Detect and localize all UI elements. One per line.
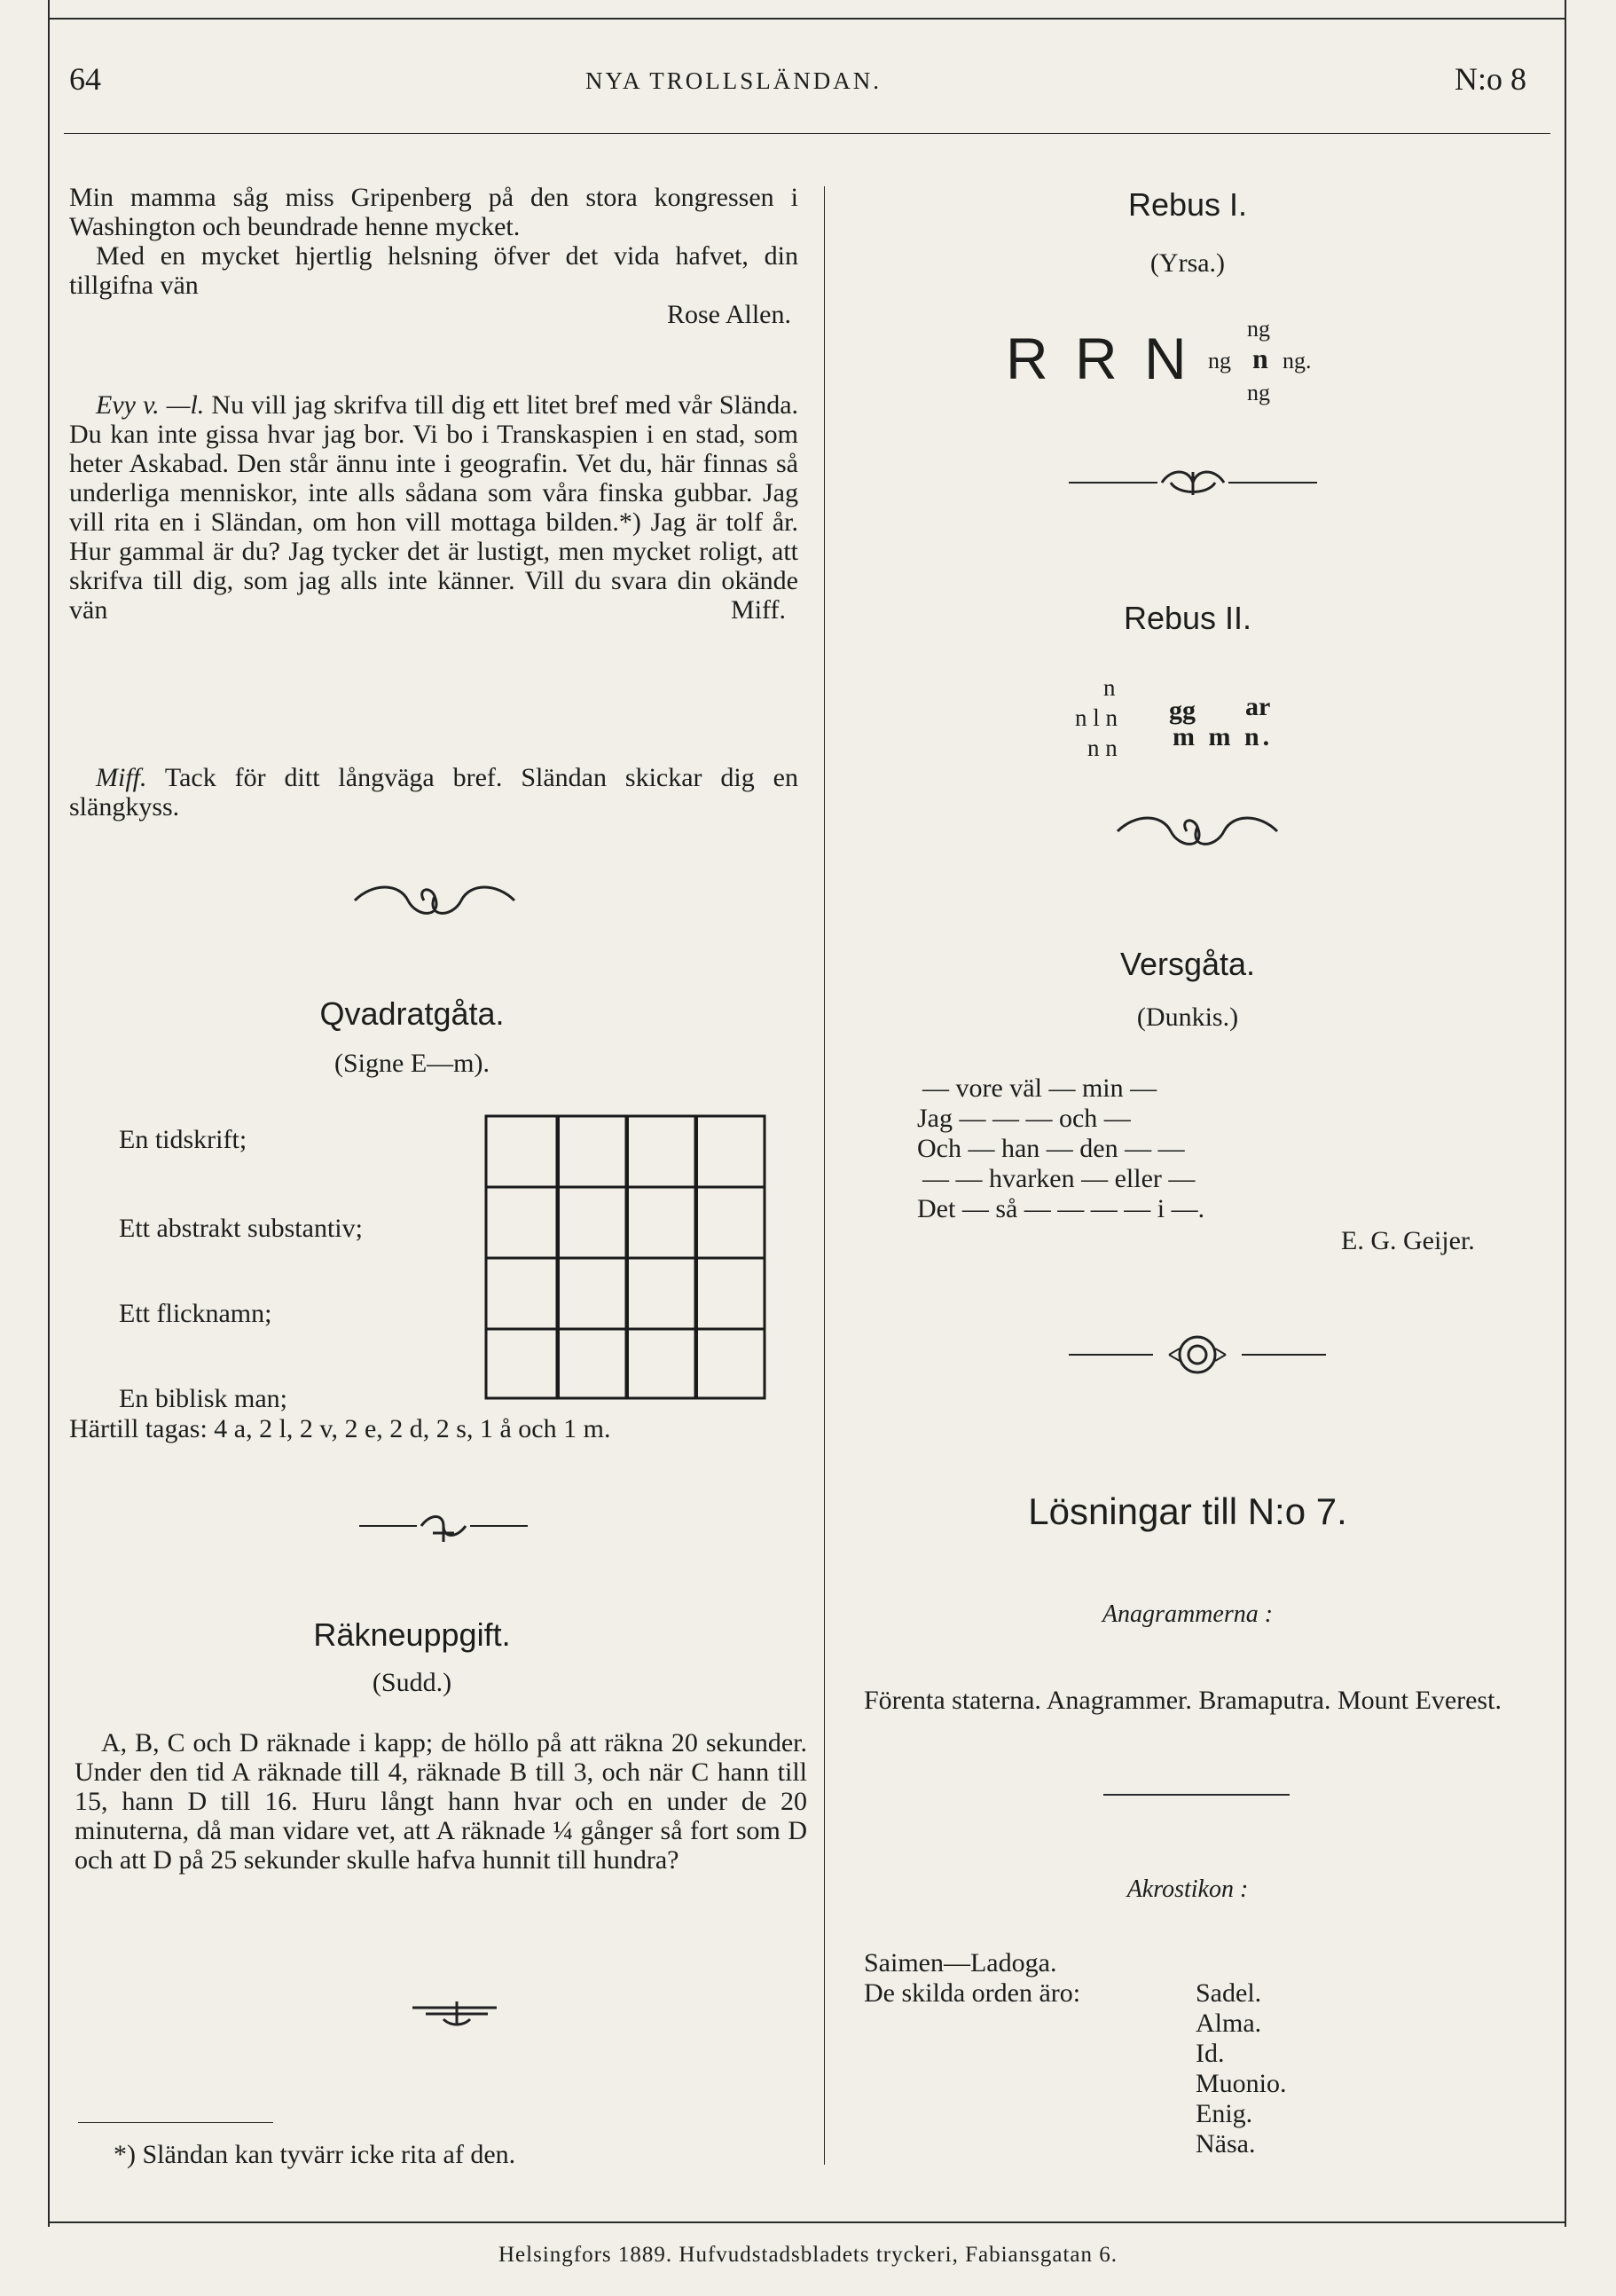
footnote-rule bbox=[78, 2122, 273, 2123]
letter-body: Min mamma såg miss Gripenberg på den stora kongressen i Washington och beundrade henne mycket. bbox=[69, 183, 798, 241]
rakne-author: (Sudd.) bbox=[372, 1668, 452, 1697]
qvadrat-clues bbox=[119, 1125, 491, 1464]
rebus1-ng-top: ng bbox=[1247, 316, 1270, 342]
letter-rose-allen bbox=[69, 183, 798, 329]
vers-line-2: Jag — — — och — bbox=[917, 1104, 1131, 1133]
rebus1-ng-right: ng. bbox=[1283, 348, 1312, 373]
rebus2-n-top: n bbox=[1103, 674, 1116, 701]
ornament-rosette bbox=[1064, 1333, 1330, 1377]
qvadrat-title: Qvadratgåta. bbox=[319, 995, 505, 1032]
ornament-small bbox=[408, 1994, 506, 2030]
losningar-title: Lösningar till N:o 7. bbox=[1028, 1490, 1347, 1532]
akro-word: Alma. bbox=[1196, 2009, 1262, 2038]
rebus2-nn: n n bbox=[1087, 735, 1118, 761]
footer-imprint: Helsingfors 1889. Hufvudstadsbladets tryckeri, Fabiansgatan 6. bbox=[498, 2243, 1118, 2267]
reply-recipient: Miff. bbox=[96, 763, 147, 792]
rebus2-mmn: m m n. bbox=[1173, 722, 1274, 751]
qvadrat-author: (Signe E—m). bbox=[334, 1049, 490, 1078]
akro-word: Näsa. bbox=[1196, 2129, 1256, 2158]
akro-title: Akrostikon : bbox=[1126, 1875, 1249, 1903]
rebus1-title: Rebus I. bbox=[1127, 186, 1248, 223]
frame-left-rule bbox=[48, 0, 50, 2227]
reply-to-miff bbox=[69, 763, 798, 822]
vers-line-3: Och — han — den — — bbox=[917, 1134, 1185, 1163]
letter-closing: Med en mycket hjertlig helsning öfver det vida hafvet, din tillgifna vän bbox=[69, 241, 798, 300]
issue-number: N:o 8 bbox=[1455, 61, 1526, 97]
rebus1-author: (Yrsa.) bbox=[1149, 248, 1226, 278]
akro-word: Id. bbox=[1196, 2039, 1225, 2068]
vers-author: (Dunkis.) bbox=[1136, 1003, 1239, 1032]
rakne-text-a: A, B, C och D räknade i kapp; de höllo på att räkna 20 sekunder. Under den tid A räknade till 4, räknade B till 3, och när C hann till 15, hann D till 16. Huru långt hann hvar och en under de 20 minuterna, då man vidare vet, att A räknade bbox=[75, 1728, 807, 1845]
vers-signature: E. G. Geijer. bbox=[1341, 1226, 1475, 1255]
rebus2-nln: n l n bbox=[1075, 704, 1118, 731]
akro-word: Sadel. bbox=[1196, 1978, 1262, 2008]
vers-title: Versgåta. bbox=[1119, 946, 1256, 982]
vers-line-1: — vore väl — min — bbox=[922, 1073, 1157, 1103]
rebus2-title: Rebus II. bbox=[1123, 600, 1252, 636]
footnote: *) Sländan kan tyvärr icke rita af den. bbox=[114, 2140, 516, 2169]
rebus1-ng-bottom: ng bbox=[1247, 380, 1270, 405]
rakne-fraction: ¼ bbox=[553, 1816, 573, 1845]
page-title: NYA TROLLSLÄNDAN. bbox=[585, 67, 883, 94]
header-rule bbox=[64, 133, 1550, 134]
qvadrat-letters: Härtill tagas: 4 a, 2 l, 2 v, 2 e, 2 d, 2 s, 1 å och 1 m. bbox=[69, 1414, 611, 1443]
anagram-title: Anagrammerna : bbox=[1102, 1600, 1274, 1628]
ornament-rule bbox=[1064, 463, 1322, 499]
clue-1: En tidskrift; bbox=[119, 1125, 247, 1154]
page-number: 64 bbox=[69, 61, 101, 97]
ornament-flourish bbox=[346, 878, 523, 923]
rebus1-figure bbox=[1006, 325, 1192, 392]
vers-line-5: Det — så — — — — i —. bbox=[917, 1194, 1205, 1223]
section-rule bbox=[1103, 1794, 1290, 1796]
rebus2-ar: ar bbox=[1245, 692, 1271, 721]
vers-line-4: — — hvarken — eller — bbox=[922, 1164, 1196, 1193]
rakne-problem bbox=[75, 1728, 807, 1875]
frame-bottom-rule bbox=[50, 2221, 1566, 2223]
akro-words bbox=[1196, 1978, 1287, 2159]
letter-recipient: Evy v. —l. bbox=[96, 390, 205, 420]
akro-word: Enig. bbox=[1196, 2099, 1253, 2128]
rakne-title: Räkneuppgift. bbox=[313, 1616, 511, 1653]
akro-word: Muonio. bbox=[1196, 2069, 1287, 2098]
vers-lines bbox=[917, 1073, 1204, 1224]
rebus1-n-bold: n bbox=[1252, 342, 1268, 374]
letter-signature: Rose Allen. bbox=[667, 300, 791, 329]
frame-right-rule bbox=[1565, 0, 1566, 2227]
rakne-text-b: gånger så fort som D och att D på 25 sekunder skulle hafva hunnit till hundra? bbox=[75, 1816, 808, 1875]
letter-signature: Miff. bbox=[731, 595, 786, 625]
akro-line-1: Saimen—Ladoga. bbox=[864, 1948, 1057, 1978]
clue-2: Ett abstrakt substantiv; bbox=[119, 1214, 363, 1243]
clue-4: En biblisk man; bbox=[119, 1384, 287, 1413]
ornament-vignette bbox=[355, 1510, 532, 1545]
rebus1-letters: R R N bbox=[1006, 326, 1192, 391]
letter-body: Nu vill jag skrifva till dig ett litet bref med vår Slända. Du kan inte gissa hvar jag bor. Vi bo i Transkaspien i en stad, som heter Askabad. Den står ännu inte i geografin. Vet du, här finnas så underliga menniskor, inte alls sådana som våra finska gubbar. Jag vill rita en i Sländan, om hon vill mottaga bilden.*) Jag är tolf år. Hur gammal är du? Jag tycker det är lustigt, men mycket roligt, att skrifva till dig, som jag alls inte känner. Vill du svara din okände vän bbox=[69, 390, 799, 625]
clue-3: Ett flicknamn; bbox=[119, 1299, 272, 1328]
akro-label: De skilda orden äro: bbox=[864, 1978, 1081, 2008]
qvadrat-grid[interactable] bbox=[484, 1114, 768, 1402]
column-divider bbox=[824, 186, 825, 2165]
anagram-solution: Förenta staterna. Anagrammer. Bramaputra. Mount Everest. bbox=[864, 1686, 1502, 1715]
reply-body: Tack för ditt långväga bref. Sländan skickar dig en slängkyss. bbox=[69, 763, 798, 822]
rebus1-ng-left: ng bbox=[1208, 348, 1231, 373]
frame-top-rule bbox=[48, 18, 1566, 20]
letter-miff bbox=[69, 390, 798, 625]
ornament-flourish-2 bbox=[1109, 809, 1286, 853]
rebus2-gg: gg bbox=[1169, 696, 1196, 725]
